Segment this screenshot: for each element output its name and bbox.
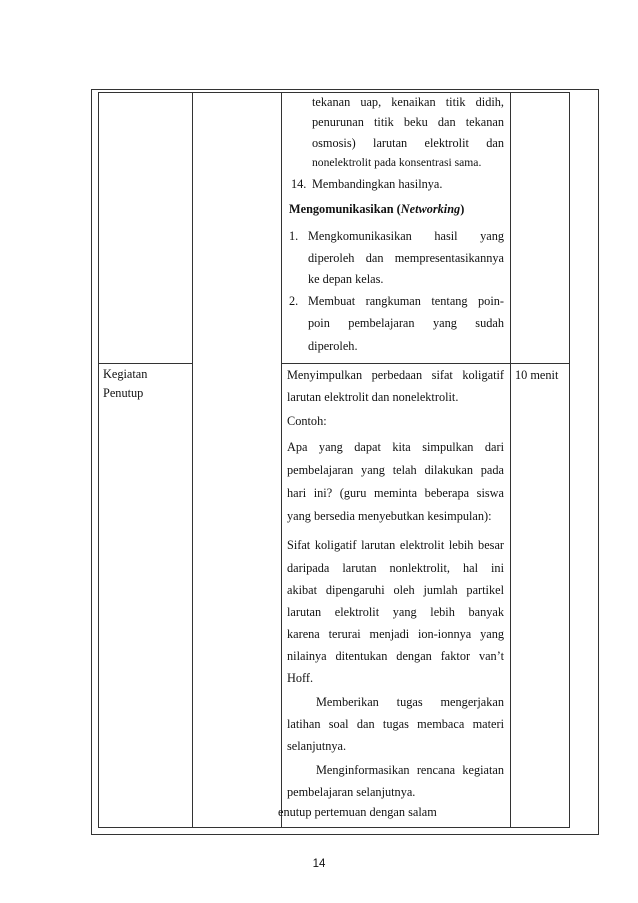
activity-label: Kegiatan bbox=[103, 367, 148, 381]
closing-line: karena terurai menjadi ion-ionnya yang bbox=[287, 627, 504, 641]
closing-line: Menyimpulkan perbedaan sifat koligatif bbox=[287, 368, 504, 382]
step-text: Membandingkan hasilnya. bbox=[312, 177, 443, 191]
closing-line: hari ini? (guru meminta beberapa siswa bbox=[287, 486, 504, 500]
closing-line: larutan elektrolit yang lebih banyak bbox=[287, 605, 504, 619]
closing-line: yang bersedia menyebutkan kesimpulan): bbox=[287, 509, 492, 523]
closing-line: pembelajaran selanjutnya. bbox=[287, 785, 416, 799]
activity-label: Penutup bbox=[103, 386, 144, 400]
closing-line: enutup pertemuan dengan salam bbox=[278, 805, 437, 819]
step-number: 14. bbox=[291, 177, 307, 191]
closing-line: larutan elektrolit dan nonelektrolit. bbox=[287, 390, 459, 404]
list-number: 1. bbox=[289, 229, 299, 243]
page-number: 14 bbox=[312, 858, 326, 870]
procedure-line: penurunan titik beku dan tekanan bbox=[312, 115, 504, 129]
section-heading-italic: Networking bbox=[400, 202, 461, 216]
table-bottom-border bbox=[98, 827, 570, 828]
column-divider bbox=[192, 92, 193, 828]
list-item-line: diperoleh dan mempresentasikannya bbox=[308, 251, 504, 265]
closing-line: selanjutnya. bbox=[287, 739, 347, 753]
column-divider bbox=[98, 92, 99, 828]
closing-line: Menginformasikan rencana kegiatan bbox=[316, 763, 504, 777]
procedure-line: nonelektrolit pada konsentrasi sama. bbox=[312, 156, 482, 169]
closing-line: latihan soal dan tugas membaca materi bbox=[287, 717, 504, 731]
list-item-line: diperoleh. bbox=[308, 339, 358, 353]
procedure-line: tekanan uap, kenaikan titik didih, bbox=[312, 95, 504, 109]
column-divider bbox=[510, 92, 511, 828]
closing-line: akibat dipengaruhi oleh jumlah partikel bbox=[287, 583, 504, 597]
closing-line: Contoh: bbox=[287, 414, 327, 428]
list-item-line: poin pembelajaran yang sudah bbox=[308, 316, 504, 330]
section-heading-suffix: ) bbox=[460, 202, 465, 216]
closing-line: Hoff. bbox=[287, 671, 314, 685]
row-divider bbox=[281, 363, 570, 364]
list-item-line: Mengkomunikasikan hasil yang bbox=[308, 229, 504, 243]
closing-line: nilainya ditentukan dengan faktor van’t bbox=[287, 649, 504, 663]
column-divider bbox=[569, 92, 570, 828]
column-divider bbox=[281, 92, 282, 828]
duration: 10 menit bbox=[515, 368, 559, 382]
procedure-line: osmosis) larutan elektrolit dan bbox=[312, 136, 504, 150]
closing-line: pembelajaran yang telah dilakukan pada bbox=[287, 463, 504, 477]
list-number: 2. bbox=[289, 294, 299, 308]
closing-line: Apa yang dapat kita simpulkan dari bbox=[287, 440, 504, 454]
section-heading-text: Mengomunikasikan ( bbox=[289, 202, 401, 216]
closing-line: Sifat koligatif larutan elektrolit lebih besar bbox=[287, 538, 504, 552]
list-item-line: ke depan kelas. bbox=[308, 272, 384, 286]
closing-line: Memberikan tugas mengerjakan bbox=[316, 695, 504, 709]
section-heading bbox=[289, 199, 464, 219]
list-item-line: Membuat rangkuman tentang poin- bbox=[308, 294, 504, 308]
closing-line: daripada larutan nonlektrolit, hal ini bbox=[287, 561, 504, 575]
